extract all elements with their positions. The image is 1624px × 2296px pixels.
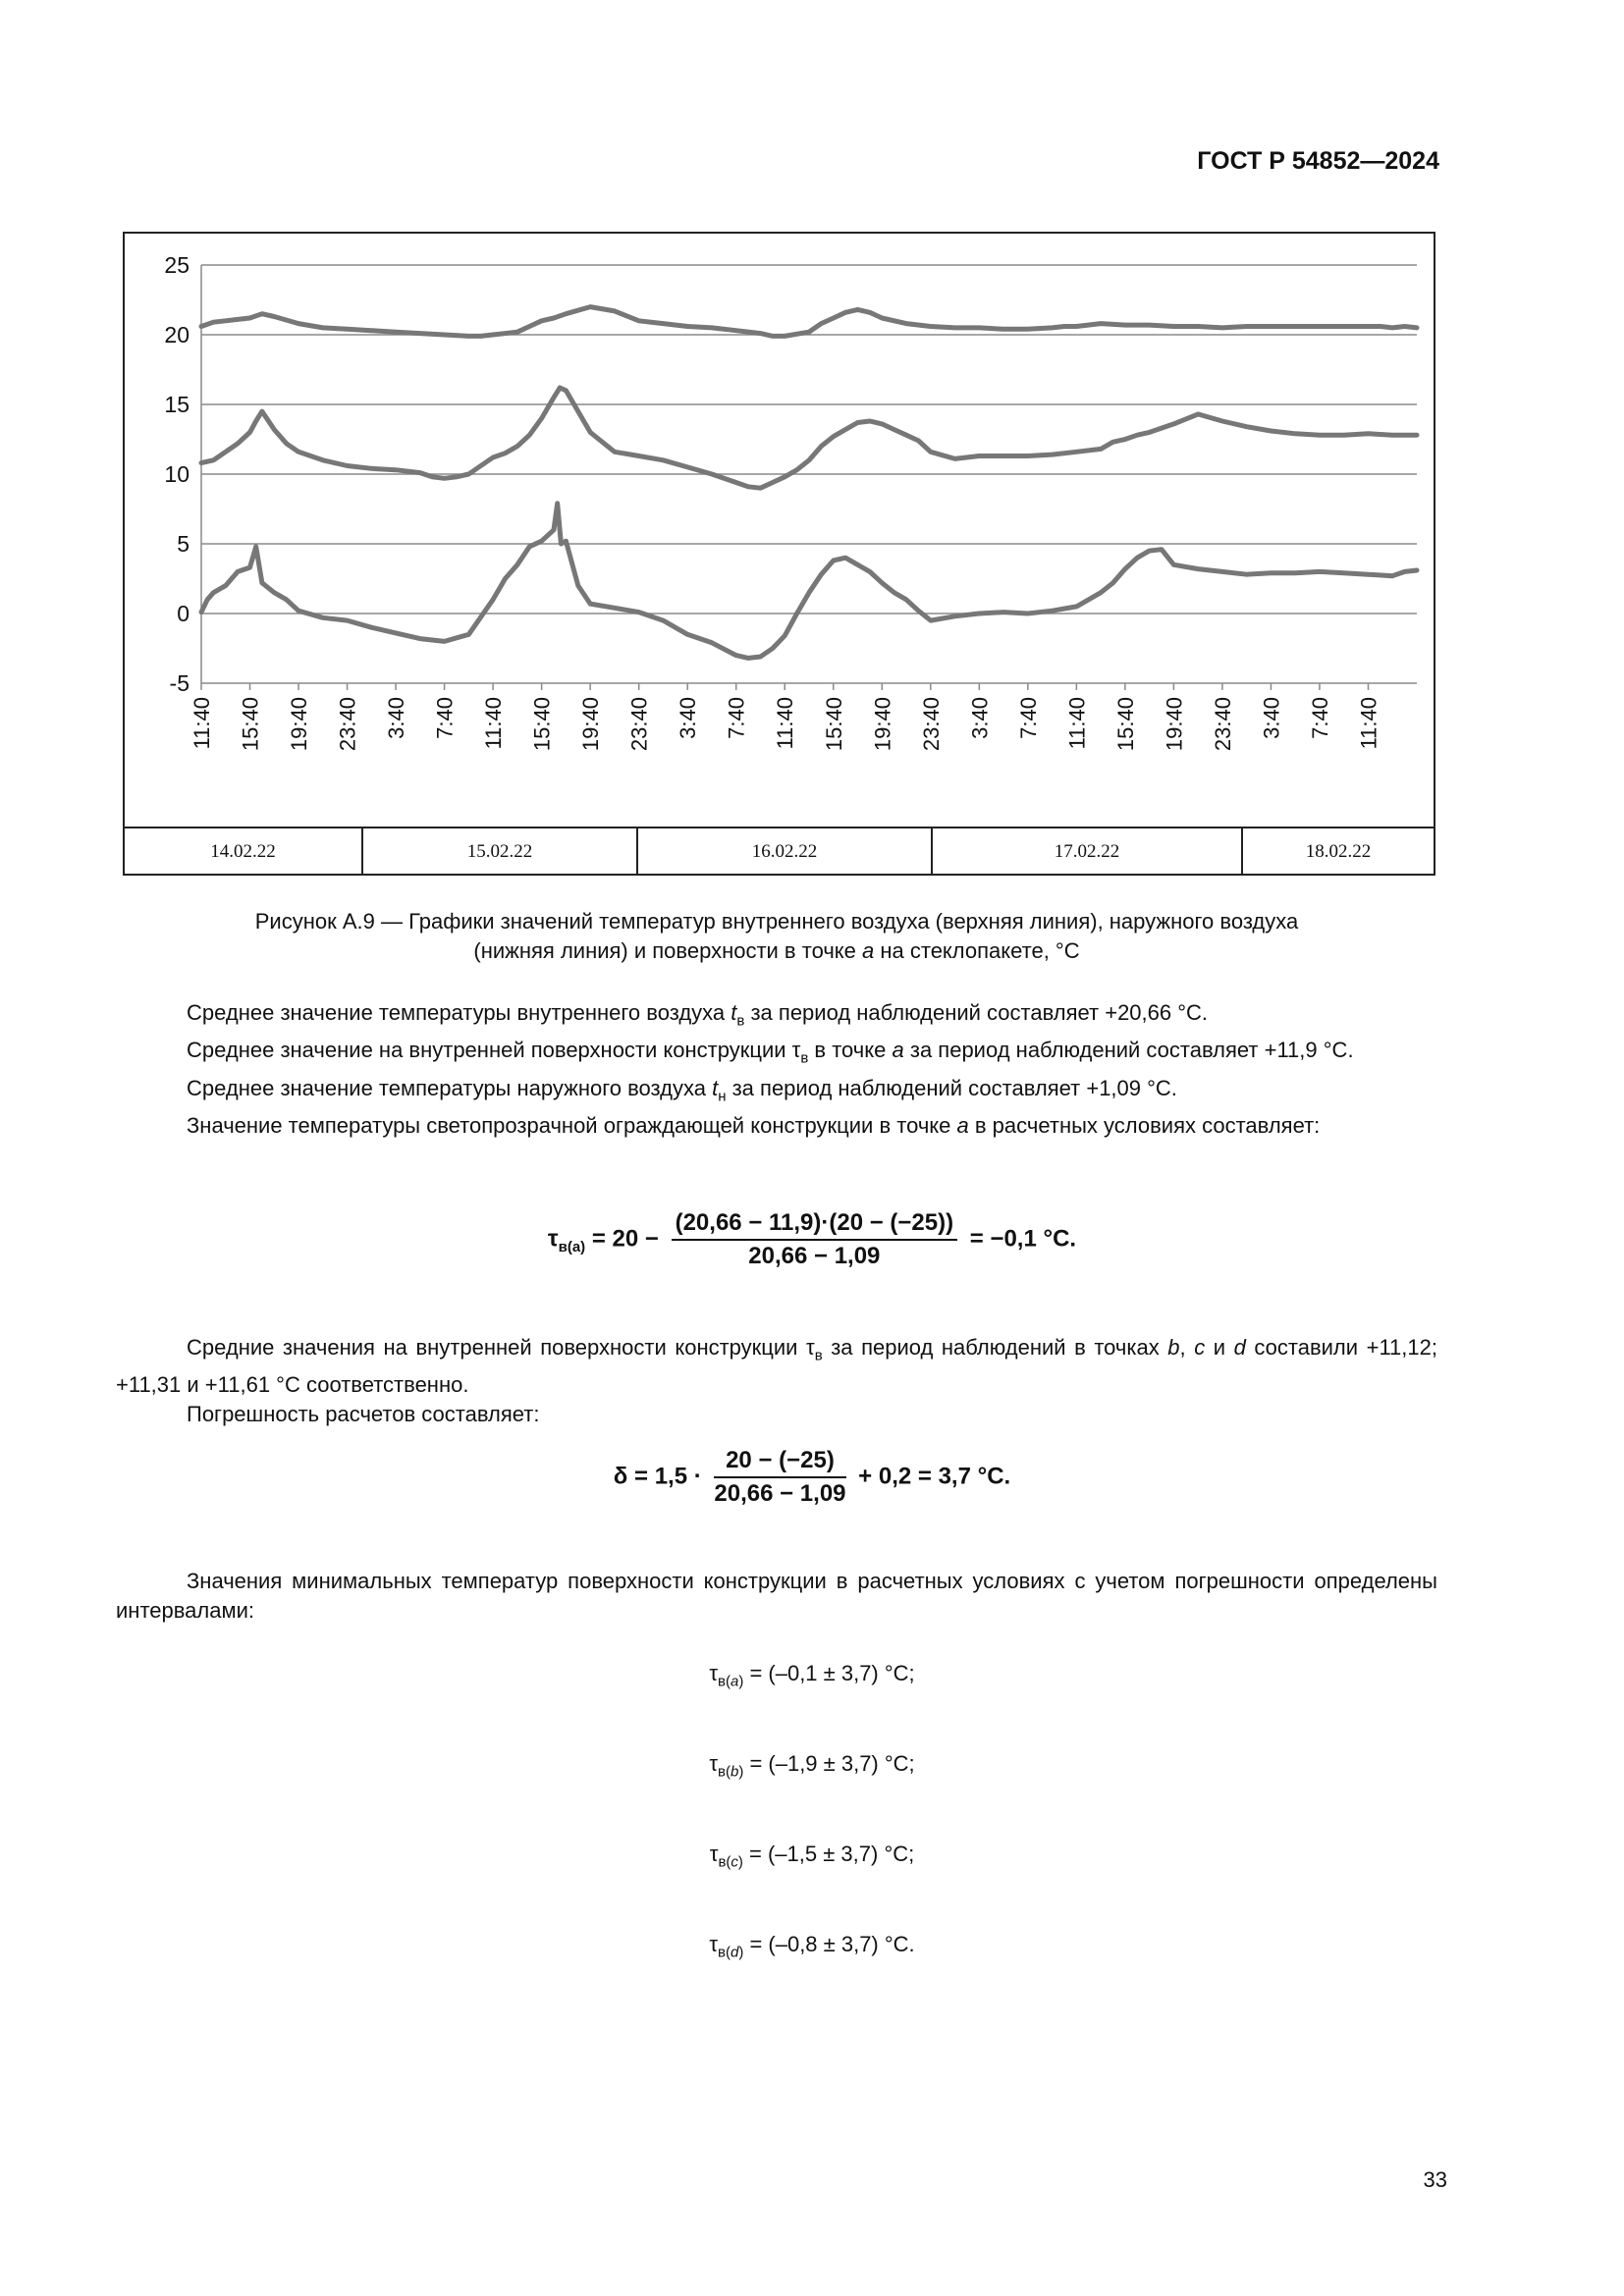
x-tick-label: 23:40	[626, 697, 652, 752]
date-cell: 17.02.22	[933, 828, 1243, 876]
y-tick-label: 25	[164, 252, 189, 278]
x-tick-label: 15:40	[238, 697, 263, 752]
page-number: 33	[1423, 2167, 1447, 2192]
x-tick-label: 19:40	[1162, 697, 1187, 752]
x-tick-label: 15:40	[821, 697, 846, 752]
x-tick-label: 15:40	[529, 697, 555, 752]
x-tick-label: 23:40	[1210, 697, 1235, 752]
x-tick-label: 23:40	[335, 697, 360, 752]
y-tick-label: 5	[177, 531, 189, 557]
caption-line-2: (нижняя линия) и поверхности в точке a на стеклопакете, °С	[473, 938, 1080, 963]
paragraph-block-3	[116, 1567, 1437, 1626]
series-line-outer_air	[201, 504, 1417, 659]
formula-tau-a: $\tau_{в(а)} = 20$ − $\frac{(20,66 - 11,9)\cdot(20 - (-25))}{20,66 - 1,09}$ = −0,1 °С.	[547, 1209, 1077, 1269]
x-tick-label: 19:40	[870, 697, 895, 752]
x-tick-label: 7:40	[1307, 697, 1332, 739]
x-tick-label: 3:40	[384, 697, 409, 739]
series-line-surface_a	[201, 388, 1417, 488]
date-cell: 14.02.22	[125, 828, 363, 876]
x-tick-label: 11:40	[1356, 697, 1381, 750]
x-tick-label: 7:40	[1015, 697, 1041, 739]
paragraph-block-2	[116, 1333, 1437, 1429]
y-tick-label: -5	[169, 670, 189, 696]
paragraph: Погрешность расчетов составляет:	[187, 1402, 540, 1427]
paragraph: Среднее значение температуры наружного воздуха $t_н$ за период наблюдений составляет +1,09 °С.	[187, 1075, 1177, 1105]
fraction: $\frac{(20,66 - 11,9)\cdot(20 - (-25))}{20,66 - 1,09}$	[672, 1209, 958, 1270]
x-tick-label: 11:40	[481, 697, 507, 750]
x-tick-label: 19:40	[287, 697, 312, 752]
x-tick-label: 19:40	[578, 697, 604, 752]
fraction: $\frac{20 - (-25)}{20,66 - 1,09}$	[714, 1447, 846, 1507]
date-cell: 16.02.22	[638, 828, 933, 876]
x-tick-label: 23:40	[918, 697, 944, 752]
x-tick-label: 11:40	[189, 697, 214, 750]
x-tick-label: 7:40	[432, 697, 458, 739]
interval-c: $\tau_{в(c)} = (-1,5 \pm 3,7)$ °С;	[709, 1842, 915, 1871]
x-tick-label: 3:40	[676, 697, 701, 739]
x-tick-label: 15:40	[1112, 697, 1138, 752]
series-line-inner_air	[201, 307, 1417, 337]
paragraph: Среднее значение температуры внутреннего воздуха $t_в$ за период наблюдений составляет +20,66 °С.	[187, 1000, 1209, 1030]
temperature-chart	[125, 234, 1434, 823]
date-cell: 18.02.22	[1305, 841, 1372, 862]
date-cell: 15.02.22	[363, 828, 638, 876]
figure-caption	[116, 907, 1437, 966]
caption-line-1: Рисунок А.9 — Графики значений температур внутреннего воздуха (верхняя линия), наружного воздуха	[254, 909, 1299, 934]
interval-d: $\tau_{в(d)} = (-0,8 \pm 3,7)$ °С.	[709, 1932, 915, 1961]
document-header: ГОСТ Р 54852—2024	[1197, 147, 1439, 175]
formula-delta: δ = 1,5 · $\frac{20 - (-25)}{20,66 - 1,09}$ + 0,2 = 3,7 °С.	[613, 1447, 1011, 1507]
paragraph-block-1	[116, 998, 1437, 1141]
y-tick-label: 15	[164, 392, 189, 417]
x-tick-label: 7:40	[724, 697, 749, 739]
y-tick-label: 0	[177, 601, 189, 626]
interval-a: $\tau_{в(a)} = (-0,1 \pm 3,7)$ °С;	[709, 1661, 915, 1690]
paragraph: Значения минимальных температур поверхности конструкции в расчетных условиях с учетом погрешности определены интервалами:	[116, 1569, 1437, 1623]
y-tick-label: 10	[164, 461, 189, 487]
paragraph: Среднее значение на внутренней поверхности конструкции $\tau_в$ в точке a за период наблюдений составляет +11,9 °С.	[187, 1038, 1354, 1067]
x-tick-label: 11:40	[773, 697, 798, 750]
paragraph: Значение температуры светопрозрачной ограждающей конструкции в точке a в расчетных условиях составляет:	[187, 1113, 1321, 1139]
interval-b: $\tau_{в(b)} = (-1,9 \pm 3,7)$ °С;	[709, 1751, 915, 1781]
x-tick-label: 3:40	[1259, 697, 1284, 739]
x-tick-label: 3:40	[967, 697, 993, 739]
paragraph: Средние значения на внутренней поверхности конструкции $\tau_в$ за период наблюдений в точках b, c и d составили +11,12; +11,31 и +11,61 °С соответственно.	[116, 1335, 1437, 1398]
x-tick-label: 11:40	[1064, 697, 1090, 750]
date-row	[125, 827, 1434, 876]
y-tick-label: 20	[164, 322, 189, 347]
chart-figure	[123, 232, 1435, 876]
